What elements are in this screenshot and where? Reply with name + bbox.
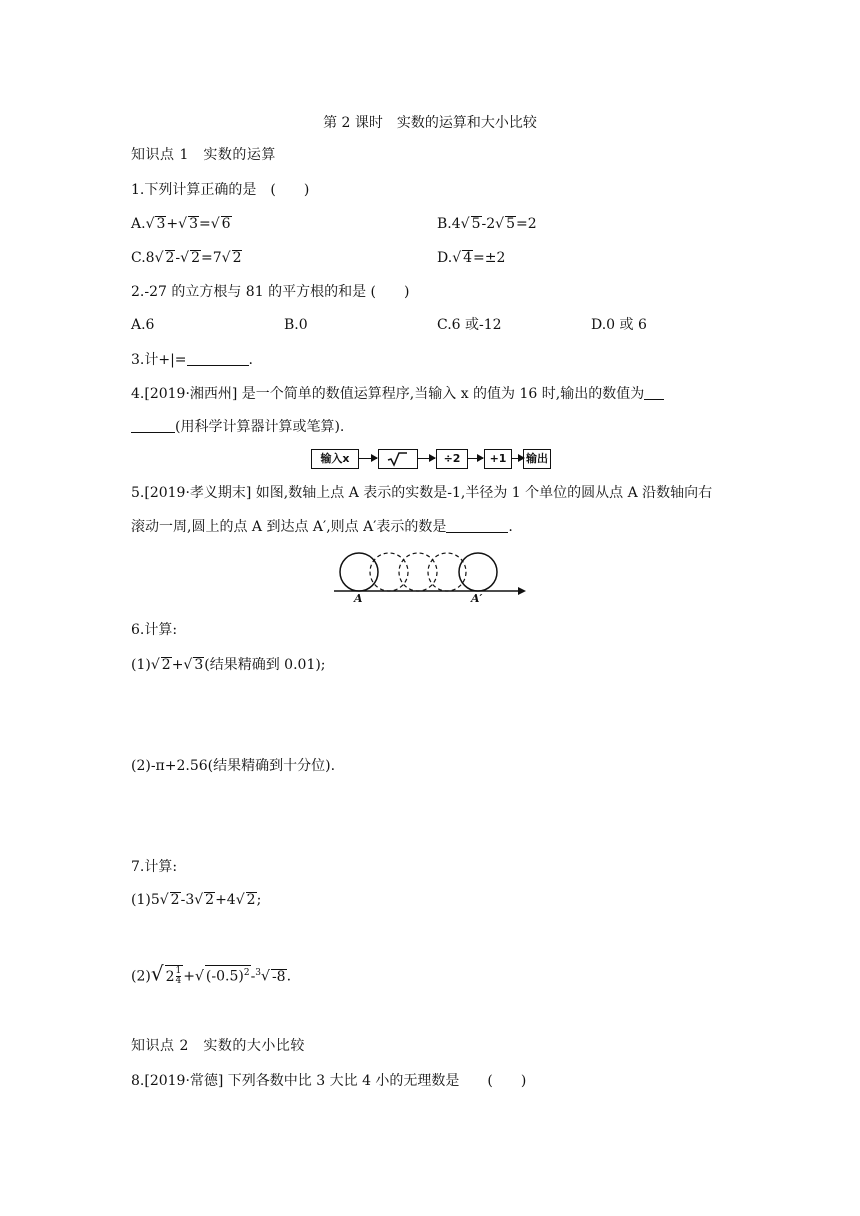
section-heading-2: 知识点 2 实数的大小比较	[131, 1038, 305, 1054]
arrow-icon	[418, 458, 435, 459]
question-3: 3.计+|= .	[131, 352, 253, 368]
flow-add-box: +1	[484, 449, 512, 469]
flow-divide-box: ÷2	[436, 449, 468, 469]
section-heading-1: 知识点 1 实数的运算	[131, 147, 276, 163]
q1-option-b: B.4√ 5-2√ 5=2	[437, 216, 537, 232]
q2-option-b: B.0	[284, 317, 308, 333]
q2-option-d: D.0 或 6	[591, 317, 647, 333]
number-line-figure	[332, 545, 532, 607]
flow-sqrt-box	[378, 449, 418, 469]
answer-blank[interactable]	[644, 385, 664, 400]
question-8-stem: 8.[2019·常德] 下列各数中比 3 大比 4 小的无理数是 ( )	[131, 1073, 527, 1089]
point-a-prime-label: A′	[471, 592, 483, 605]
question-5-line-1: 5.[2019·孝义期末] 如图,数轴上点 A 表示的实数是-1,半径为 1 个单位的圆从点 A 沿数轴向右	[131, 485, 713, 501]
question-2-stem: 2.-27 的立方根与 81 的平方根的和是 ( )	[131, 284, 410, 300]
sqrt-symbol-icon	[385, 451, 411, 467]
question-6-part-2: (2)-π+2.56(结果精确到十分位).	[131, 758, 336, 774]
arrow-icon	[359, 458, 377, 459]
q2-option-c: C.6 或-12	[437, 317, 502, 333]
question-5-line-2: 滚动一周,圆上的点 A 到达点 A′,则点 A′表示的数是 .	[131, 519, 513, 535]
flow-input-box: 输入x	[311, 449, 359, 469]
question-1-stem: 1.下列计算正确的是 ( )	[131, 182, 310, 198]
q1-option-a: A.√ 3+√ 3=√ 6	[131, 216, 231, 232]
question-7-part-2: (2)√ 2 $\frac{1}{4}$ +√ $(-0.5)^2-^3√$ -8.	[131, 961, 292, 987]
question-6-stem: 6.计算:	[131, 622, 178, 638]
calculation-flowchart	[311, 449, 551, 471]
arrow-icon	[468, 458, 483, 459]
question-7-stem: 7.计算:	[131, 859, 178, 875]
answer-blank[interactable]	[187, 351, 249, 366]
question-6-part-1: (1)√ 2+√ 3(结果精确到 0.01);	[131, 657, 326, 673]
page-title: 第 2 课时 实数的运算和大小比较	[323, 115, 537, 131]
question-4-line-1: 4.[2019·湘西州] 是一个简单的数值运算程序,当输入 x 的值为 16 时,输出的数值为	[131, 384, 664, 404]
q1-option-c: C.8√ 2-√ 2=7√ 2	[131, 250, 242, 266]
q1-option-d: D.√ 4=±2	[437, 250, 506, 266]
flow-output-box: 输出	[523, 449, 551, 469]
answer-blank[interactable]	[446, 518, 508, 533]
answer-blank[interactable]	[131, 418, 175, 433]
q2-option-a: A.6	[131, 317, 155, 333]
question-7-part-1: (1)5√ 2-3√ 2+4√ 2;	[131, 892, 262, 908]
question-4-line-2: (用科学计算器计算或笔算).	[131, 417, 344, 437]
point-a-label: A	[354, 592, 363, 605]
